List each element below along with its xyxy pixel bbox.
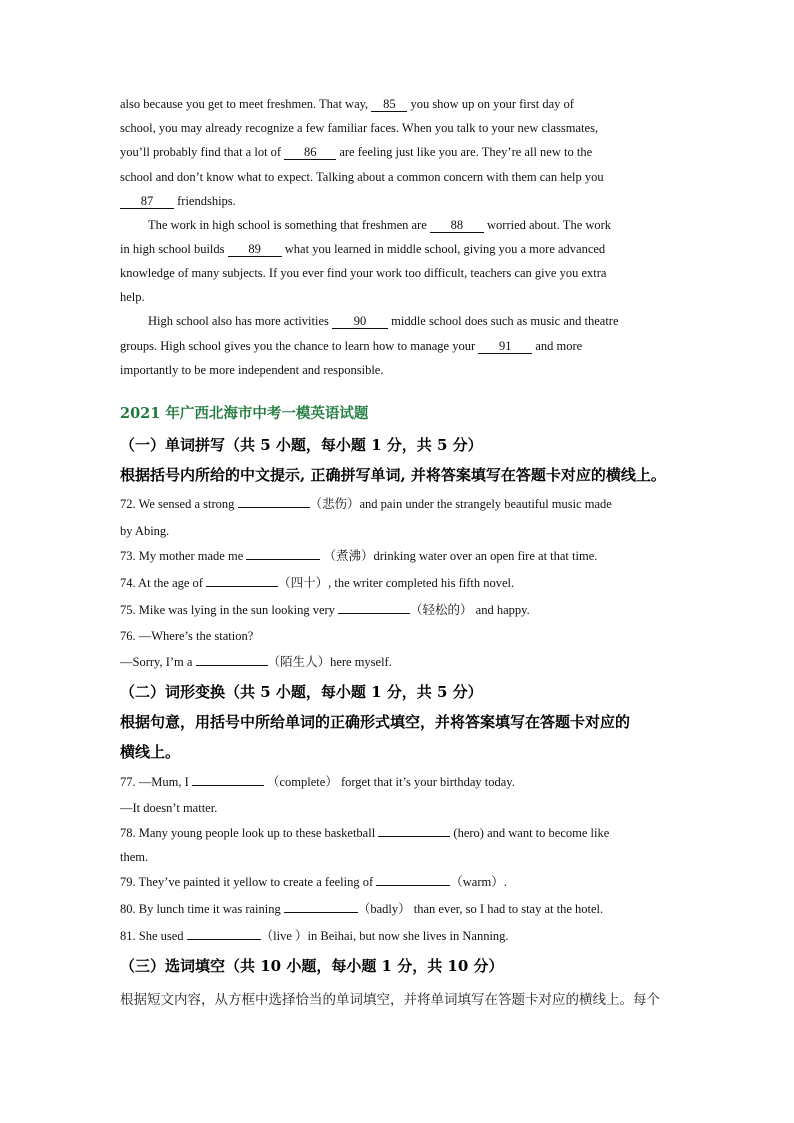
section-heading: （一）单词拼写（共 5 小题，每小题 1 分，共 5 分）: [120, 436, 483, 454]
section-instruction: 根据句意，用括号中所给单词的正确形式填空，并将答案填写在答题卡对应的: [120, 713, 631, 731]
answer-blank[interactable]: [192, 785, 264, 786]
question-76: 76. —Where’s the station?: [120, 629, 254, 643]
answer-blank[interactable]: 88: [430, 219, 484, 233]
question-text: （悲伤）and pain under the strangely beautiful music made: [309, 497, 612, 511]
passage-text: groups. High school gives you the chance to learn how to manage your: [120, 339, 479, 353]
passage-text: importantly to be more independent and responsible.: [120, 363, 384, 377]
passage-text: middle school does such as music and theatre: [388, 314, 619, 328]
answer-blank[interactable]: 86: [284, 146, 336, 160]
question-text: （轻松的） and happy.: [410, 603, 530, 617]
question-80: [120, 901, 603, 917]
section-heading: （三）选词填空（共 10 小题，每小题 1 分，共 10 分）: [120, 957, 504, 975]
passage-line: [120, 362, 383, 378]
answer-blank[interactable]: 87: [120, 195, 174, 209]
passage-line: [148, 313, 619, 329]
question-text: —Sorry, I’m a: [120, 655, 196, 669]
question-72: [120, 496, 612, 512]
answer-blank[interactable]: [238, 507, 310, 508]
question-75: [120, 602, 530, 618]
passage-line: [120, 193, 236, 209]
answer-blank[interactable]: [187, 939, 261, 940]
question-text: 78. Many young people look up to these basketball: [120, 826, 379, 840]
question-text: 77. —Mum, I: [120, 775, 192, 789]
question-78-cont: them.: [120, 850, 149, 864]
answer-blank[interactable]: [338, 613, 410, 614]
passage-text: and more: [532, 339, 583, 353]
question-text: 73. My mother made me: [120, 549, 247, 563]
answer-blank[interactable]: 90: [332, 315, 388, 329]
question-text: 80. By lunch time it was raining: [120, 902, 284, 916]
answer-blank[interactable]: [246, 559, 320, 560]
question-text: (hero) and want to become like: [450, 826, 610, 840]
answer-blank[interactable]: [378, 836, 450, 837]
question-text: （warm）.: [450, 875, 507, 889]
answer-blank[interactable]: 91: [478, 340, 532, 354]
passage-text: school, you may already recognize a few familiar faces. When you talk to your new classmates,: [120, 121, 599, 135]
question-74: [120, 575, 514, 591]
question-text: 72. We sensed a strong: [120, 497, 238, 511]
passage-text: The work in high school is something that freshmen are: [148, 218, 430, 232]
section-instruction: 根据短文内容，从方框中选择恰当的单词填空，并将单词填写在答题卡对应的横线上。每个: [120, 992, 660, 1008]
question-78: [120, 825, 609, 841]
question-text: 81. She used: [120, 929, 187, 943]
passage-line: [120, 289, 145, 305]
passage-text: you show up on your first day of: [407, 97, 574, 111]
question-76-reply: [120, 654, 392, 670]
passage-text: High school also has more activities: [148, 314, 332, 328]
passage-text: are feeling just like you are. They’re all new to the: [336, 145, 593, 159]
question-text: （complete） forget that it’s your birthday today.: [263, 775, 515, 789]
question-text: （陌生人）here myself.: [267, 655, 392, 669]
answer-blank[interactable]: [284, 912, 358, 913]
question-81: [120, 928, 509, 944]
question-79: [120, 874, 507, 890]
passage-text: friendships.: [174, 194, 236, 208]
answer-blank[interactable]: [376, 885, 450, 886]
question-text: （badly） than ever, so I had to stay at the hotel.: [357, 902, 604, 916]
question-77-reply: —It doesn’t matter.: [120, 801, 218, 815]
answer-blank[interactable]: [206, 586, 278, 587]
question-text: 74. At the age of: [120, 576, 207, 590]
passage-text: you’ll probably find that a lot of: [120, 145, 285, 159]
section-heading: （二）词形变换（共 5 小题，每小题 1 分，共 5 分）: [120, 683, 483, 701]
section-instruction: 根据括号内所给的中文提示, 正确拼写单词, 并将答案填写在答题卡对应的横线上。: [120, 466, 666, 484]
passage-text: in high school builds: [120, 242, 228, 256]
question-text: 79. They’ve painted it yellow to create a feeling of: [120, 875, 377, 889]
answer-blank[interactable]: 89: [228, 243, 282, 257]
question-text: 75. Mike was lying in the sun looking very: [120, 603, 339, 617]
section-instruction: 横线上。: [120, 743, 181, 761]
passage-text: knowledge of many subjects. If you ever find your work too difficult, teachers can give you extra: [120, 266, 607, 280]
answer-blank[interactable]: [196, 665, 268, 666]
passage-text: worried about. The work: [483, 218, 612, 232]
answer-blank[interactable]: 85: [371, 98, 407, 112]
passage-line: [120, 265, 606, 281]
passage-line: [120, 96, 574, 112]
question-text: （live ）in Beihai, but now she lives in Nanning.: [260, 929, 509, 943]
passage-text: help.: [120, 290, 145, 304]
passage-line: [120, 241, 605, 257]
question-73: [120, 548, 597, 564]
passage-line: [120, 144, 592, 160]
passage-text: what you learned in middle school, giving you a more advanced: [281, 242, 606, 256]
exam-title: 2021 年广西北海市中考一模英语试题: [120, 405, 369, 422]
passage-line: [120, 120, 598, 136]
passage-text: school and don’t know what to expect. Talking about a common concern with them can help you: [120, 170, 604, 184]
passage-text: also because you get to meet freshmen. That way,: [120, 97, 372, 111]
question-text: （煮沸）drinking water over an open fire at that time.: [320, 549, 598, 563]
question-77: [120, 774, 515, 790]
passage-line: [148, 217, 611, 233]
passage-line: [120, 169, 604, 185]
question-text: （四十）, the writer completed his fifth novel.: [278, 576, 515, 590]
question-72-cont: by Abing.: [120, 524, 170, 538]
passage-line: [120, 338, 582, 354]
